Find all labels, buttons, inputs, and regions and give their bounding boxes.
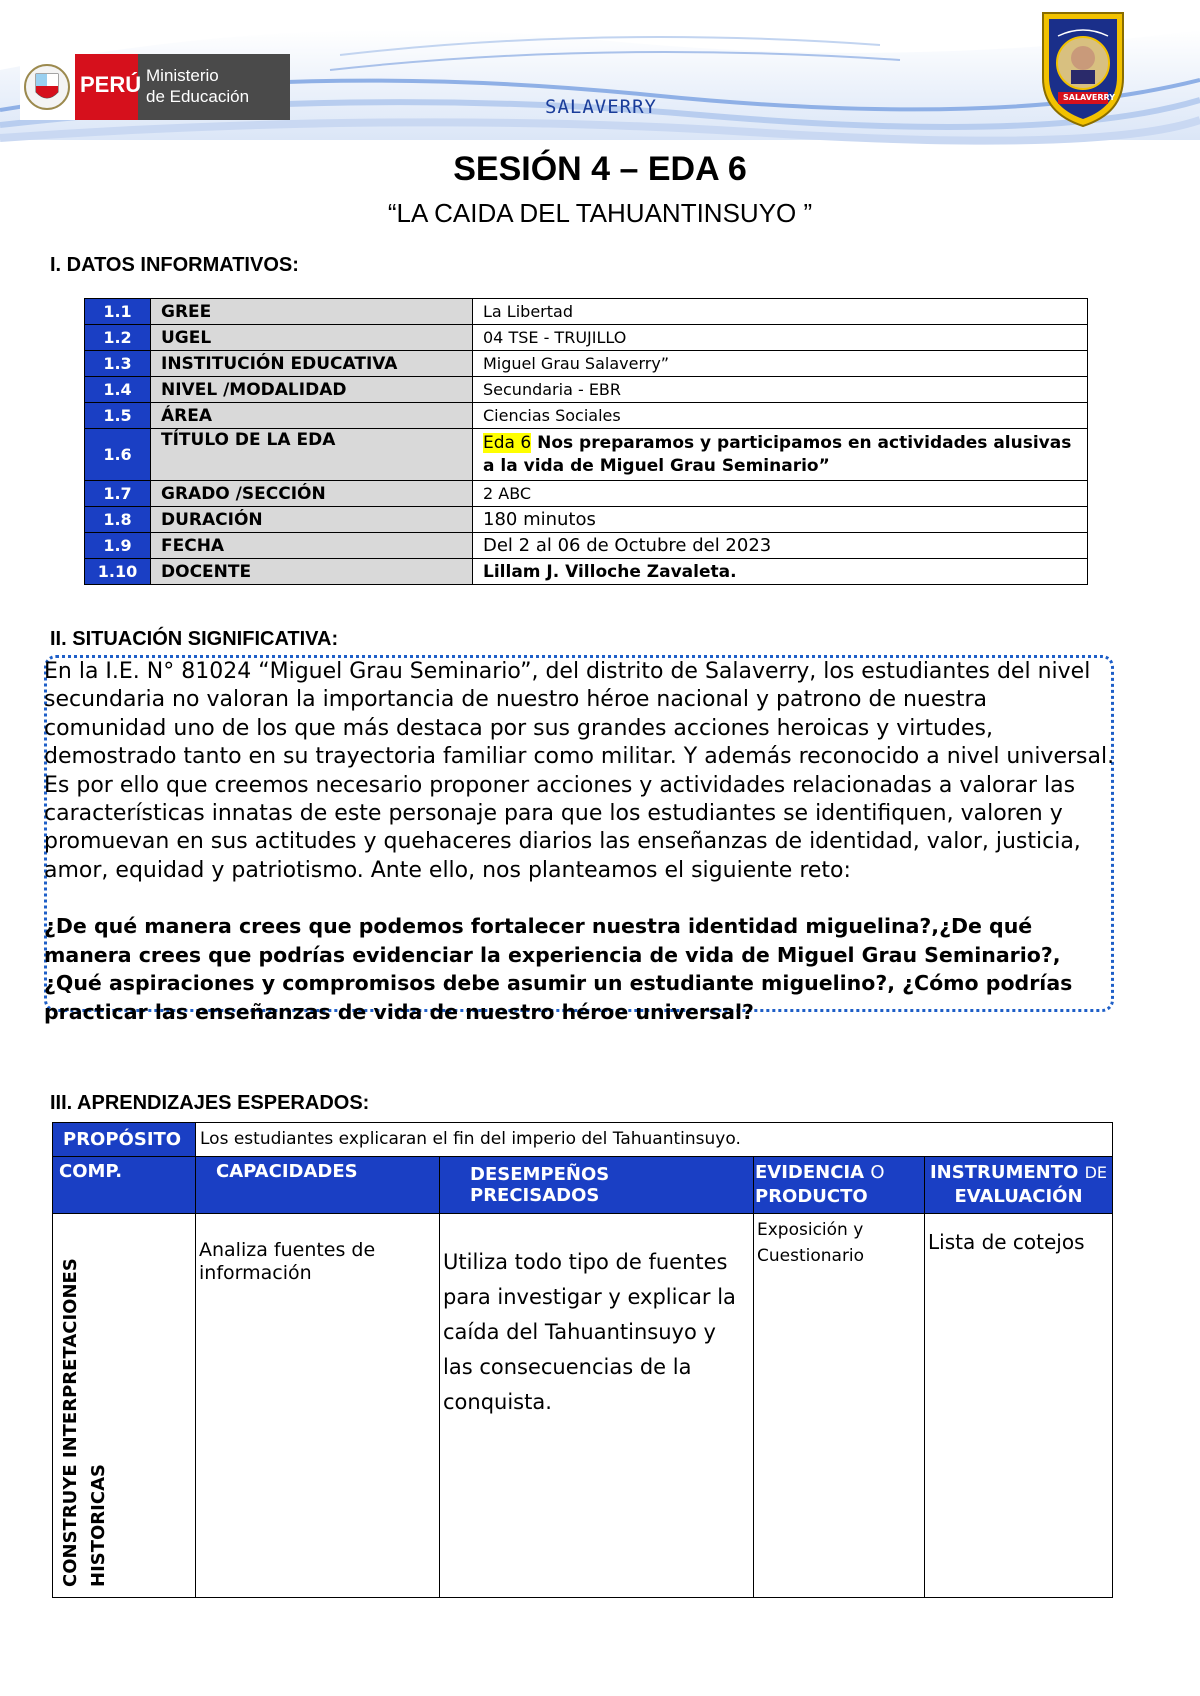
info-num: 1.7 bbox=[85, 481, 151, 507]
section-heading-situacion: II. SITUACIÓN SIGNIFICATIVA: bbox=[50, 628, 339, 650]
info-value: 180 minutos bbox=[473, 507, 1088, 533]
competencia-cell bbox=[53, 1214, 196, 1598]
competencia-text: CONSTRUYE INTERPRETACIONES HISTORICAS bbox=[60, 1258, 109, 1587]
school-name: SALAVERRY bbox=[545, 96, 657, 118]
info-row bbox=[85, 559, 1088, 585]
instrumento-cell bbox=[925, 1214, 1113, 1598]
info-num: 1.1 bbox=[85, 299, 151, 325]
info-num: 1.8 bbox=[85, 507, 151, 533]
logo-ministry-line1: Ministerio bbox=[146, 66, 219, 85]
header-evidencia bbox=[754, 1157, 925, 1214]
info-row bbox=[85, 507, 1088, 533]
capacidad-text: Analiza fuentes de información bbox=[199, 1239, 376, 1284]
school-crest-logo bbox=[1038, 8, 1128, 128]
header-evidencia-b: O bbox=[870, 1162, 885, 1183]
info-label: INSTITUCIÓN EDUCATIVA bbox=[151, 351, 473, 377]
purpose-label: PROPÓSITO bbox=[53, 1123, 196, 1157]
info-value: La Libertad bbox=[473, 299, 1088, 325]
info-num: 1.6 bbox=[85, 429, 151, 481]
info-num: 1.4 bbox=[85, 377, 151, 403]
info-row bbox=[85, 299, 1088, 325]
info-label: FECHA bbox=[151, 533, 473, 559]
info-row bbox=[85, 351, 1088, 377]
info-label: GREE bbox=[151, 299, 473, 325]
info-num: 1.9 bbox=[85, 533, 151, 559]
info-row bbox=[85, 403, 1088, 429]
logo-ministry-line2: de Educación bbox=[146, 87, 250, 106]
crest-label: SALAVERRY bbox=[1063, 93, 1116, 102]
info-value: Secundaria - EBR bbox=[473, 377, 1088, 403]
info-value: Miguel Grau Salaverry” bbox=[473, 351, 1088, 377]
header-instrumento-b: DE bbox=[1084, 1163, 1108, 1182]
info-label: UGEL bbox=[151, 325, 473, 351]
info-num: 1.2 bbox=[85, 325, 151, 351]
info-row bbox=[85, 481, 1088, 507]
minedu-logo bbox=[20, 54, 290, 120]
info-value: Ciencias Sociales bbox=[473, 403, 1088, 429]
desempeno-text: Utiliza todo tipo de fuentes para investigar y explicar la caída del Tahuantinsuyo y las consecuencias de la conquista. bbox=[443, 1250, 736, 1414]
header-desempenos: DESEMPEÑOS PRECISADOS bbox=[440, 1157, 754, 1214]
info-row bbox=[85, 429, 1088, 481]
info-value: 2 ABC bbox=[473, 481, 1088, 507]
learning-header-row bbox=[53, 1157, 1113, 1214]
session-title: SESIÓN 4 – EDA 6 bbox=[453, 150, 747, 188]
instrumento-text: Lista de cotejos bbox=[928, 1230, 1085, 1254]
info-num: 1.5 bbox=[85, 403, 151, 429]
info-value: Del 2 al 06 de Octubre del 2023 bbox=[473, 533, 1088, 559]
info-value: 04 TSE - TRUJILLO bbox=[473, 325, 1088, 351]
info-num: 1.3 bbox=[85, 351, 151, 377]
info-table bbox=[84, 298, 1088, 585]
header-comp: COMP. bbox=[53, 1157, 196, 1214]
peru-shield-icon bbox=[25, 65, 69, 109]
info-value-eda-title bbox=[473, 429, 1088, 481]
info-label: ÁREA bbox=[151, 403, 473, 429]
info-num: 1.10 bbox=[85, 559, 151, 585]
evidencia-cell bbox=[754, 1214, 925, 1598]
header-instrumento-c: EVALUACIÓN bbox=[954, 1186, 1083, 1207]
info-row bbox=[85, 377, 1088, 403]
situation-challenge: ¿De qué manera crees que podemos fortalecer nuestra identidad miguelina?,¿De qué manera crees que podrías evidenciar la experiencia de vida de Miguel Grau Seminario?, ¿Qué aspiraciones y compromisos debe asumir un estudiante miguelino?, ¿Cómo podrías practicar las enseñanzas de vida de nuestro héroe universal? bbox=[44, 914, 1073, 1024]
learning-content-row bbox=[53, 1214, 1113, 1598]
logo-country: PERÚ bbox=[80, 72, 142, 97]
info-value: Lillam J. Villoche Zavaleta. bbox=[473, 559, 1088, 585]
section-heading-aprendizajes: III. APRENDIZAJES ESPERADOS: bbox=[50, 1092, 370, 1114]
learning-table bbox=[52, 1122, 1113, 1598]
section-heading-datos: I. DATOS INFORMATIVOS: bbox=[50, 254, 299, 276]
purpose-text: Los estudiantes explicaran el fin del imperio del Tahuantinsuyo. bbox=[196, 1123, 1113, 1157]
capacidad-cell bbox=[196, 1214, 440, 1598]
info-label: TÍTULO DE LA EDA bbox=[151, 429, 473, 481]
purpose-row bbox=[53, 1123, 1113, 1157]
header-instrumento bbox=[925, 1157, 1113, 1214]
desempeno-cell bbox=[440, 1214, 754, 1598]
eda-highlight: Eda 6 bbox=[483, 432, 532, 453]
header-capacidades: CAPACIDADES bbox=[196, 1157, 440, 1214]
info-row bbox=[85, 533, 1088, 559]
info-label: GRADO /SECCIÓN bbox=[151, 481, 473, 507]
session-subtitle: “LA CAIDA DEL TAHUANTINSUYO ” bbox=[387, 198, 813, 228]
info-label: DOCENTE bbox=[151, 559, 473, 585]
eda-title-text: Nos preparamos y participamos en actividades alusivas a la vida de Miguel Grau Seminario” bbox=[483, 432, 1072, 476]
info-label: NIVEL /MODALIDAD bbox=[151, 377, 473, 403]
info-label: DURACIÓN bbox=[151, 507, 473, 533]
evidencia-text: Exposición y Cuestionario bbox=[757, 1220, 865, 1266]
info-row bbox=[85, 325, 1088, 351]
situation-paragraph: En la I.E. N° 81024 “Miguel Grau Seminario”, del distrito de Salaverry, los estudiantes del nivel secundaria no valoran la importancia de nuestro héroe nacional y patrono de nuestra comunidad uno de los que más destaca por sus grandes acciones heroicas y virtudes, demostrado tanto en su trayectoria familiar como militar. Y además reconocido a nivel universal. Es por ello que creemos necesario proponer acciones y actividades relacionadas a valorar las características innatas de este personaje para que los estudiantes se identifiquen, valoren y promuevan en sus actitudes y quehaceres diarios las enseñanzas de identidad, valor, justicia, amor, equidad y patriotismo. Ante ello, nos planteamos el siguiente reto: bbox=[44, 659, 1115, 883]
header-instrumento-a: INSTRUMENTO bbox=[929, 1162, 1079, 1183]
header-evidencia-c: PRODUCTO bbox=[755, 1186, 868, 1207]
header-evidencia-a: EVIDENCIA bbox=[755, 1162, 865, 1183]
